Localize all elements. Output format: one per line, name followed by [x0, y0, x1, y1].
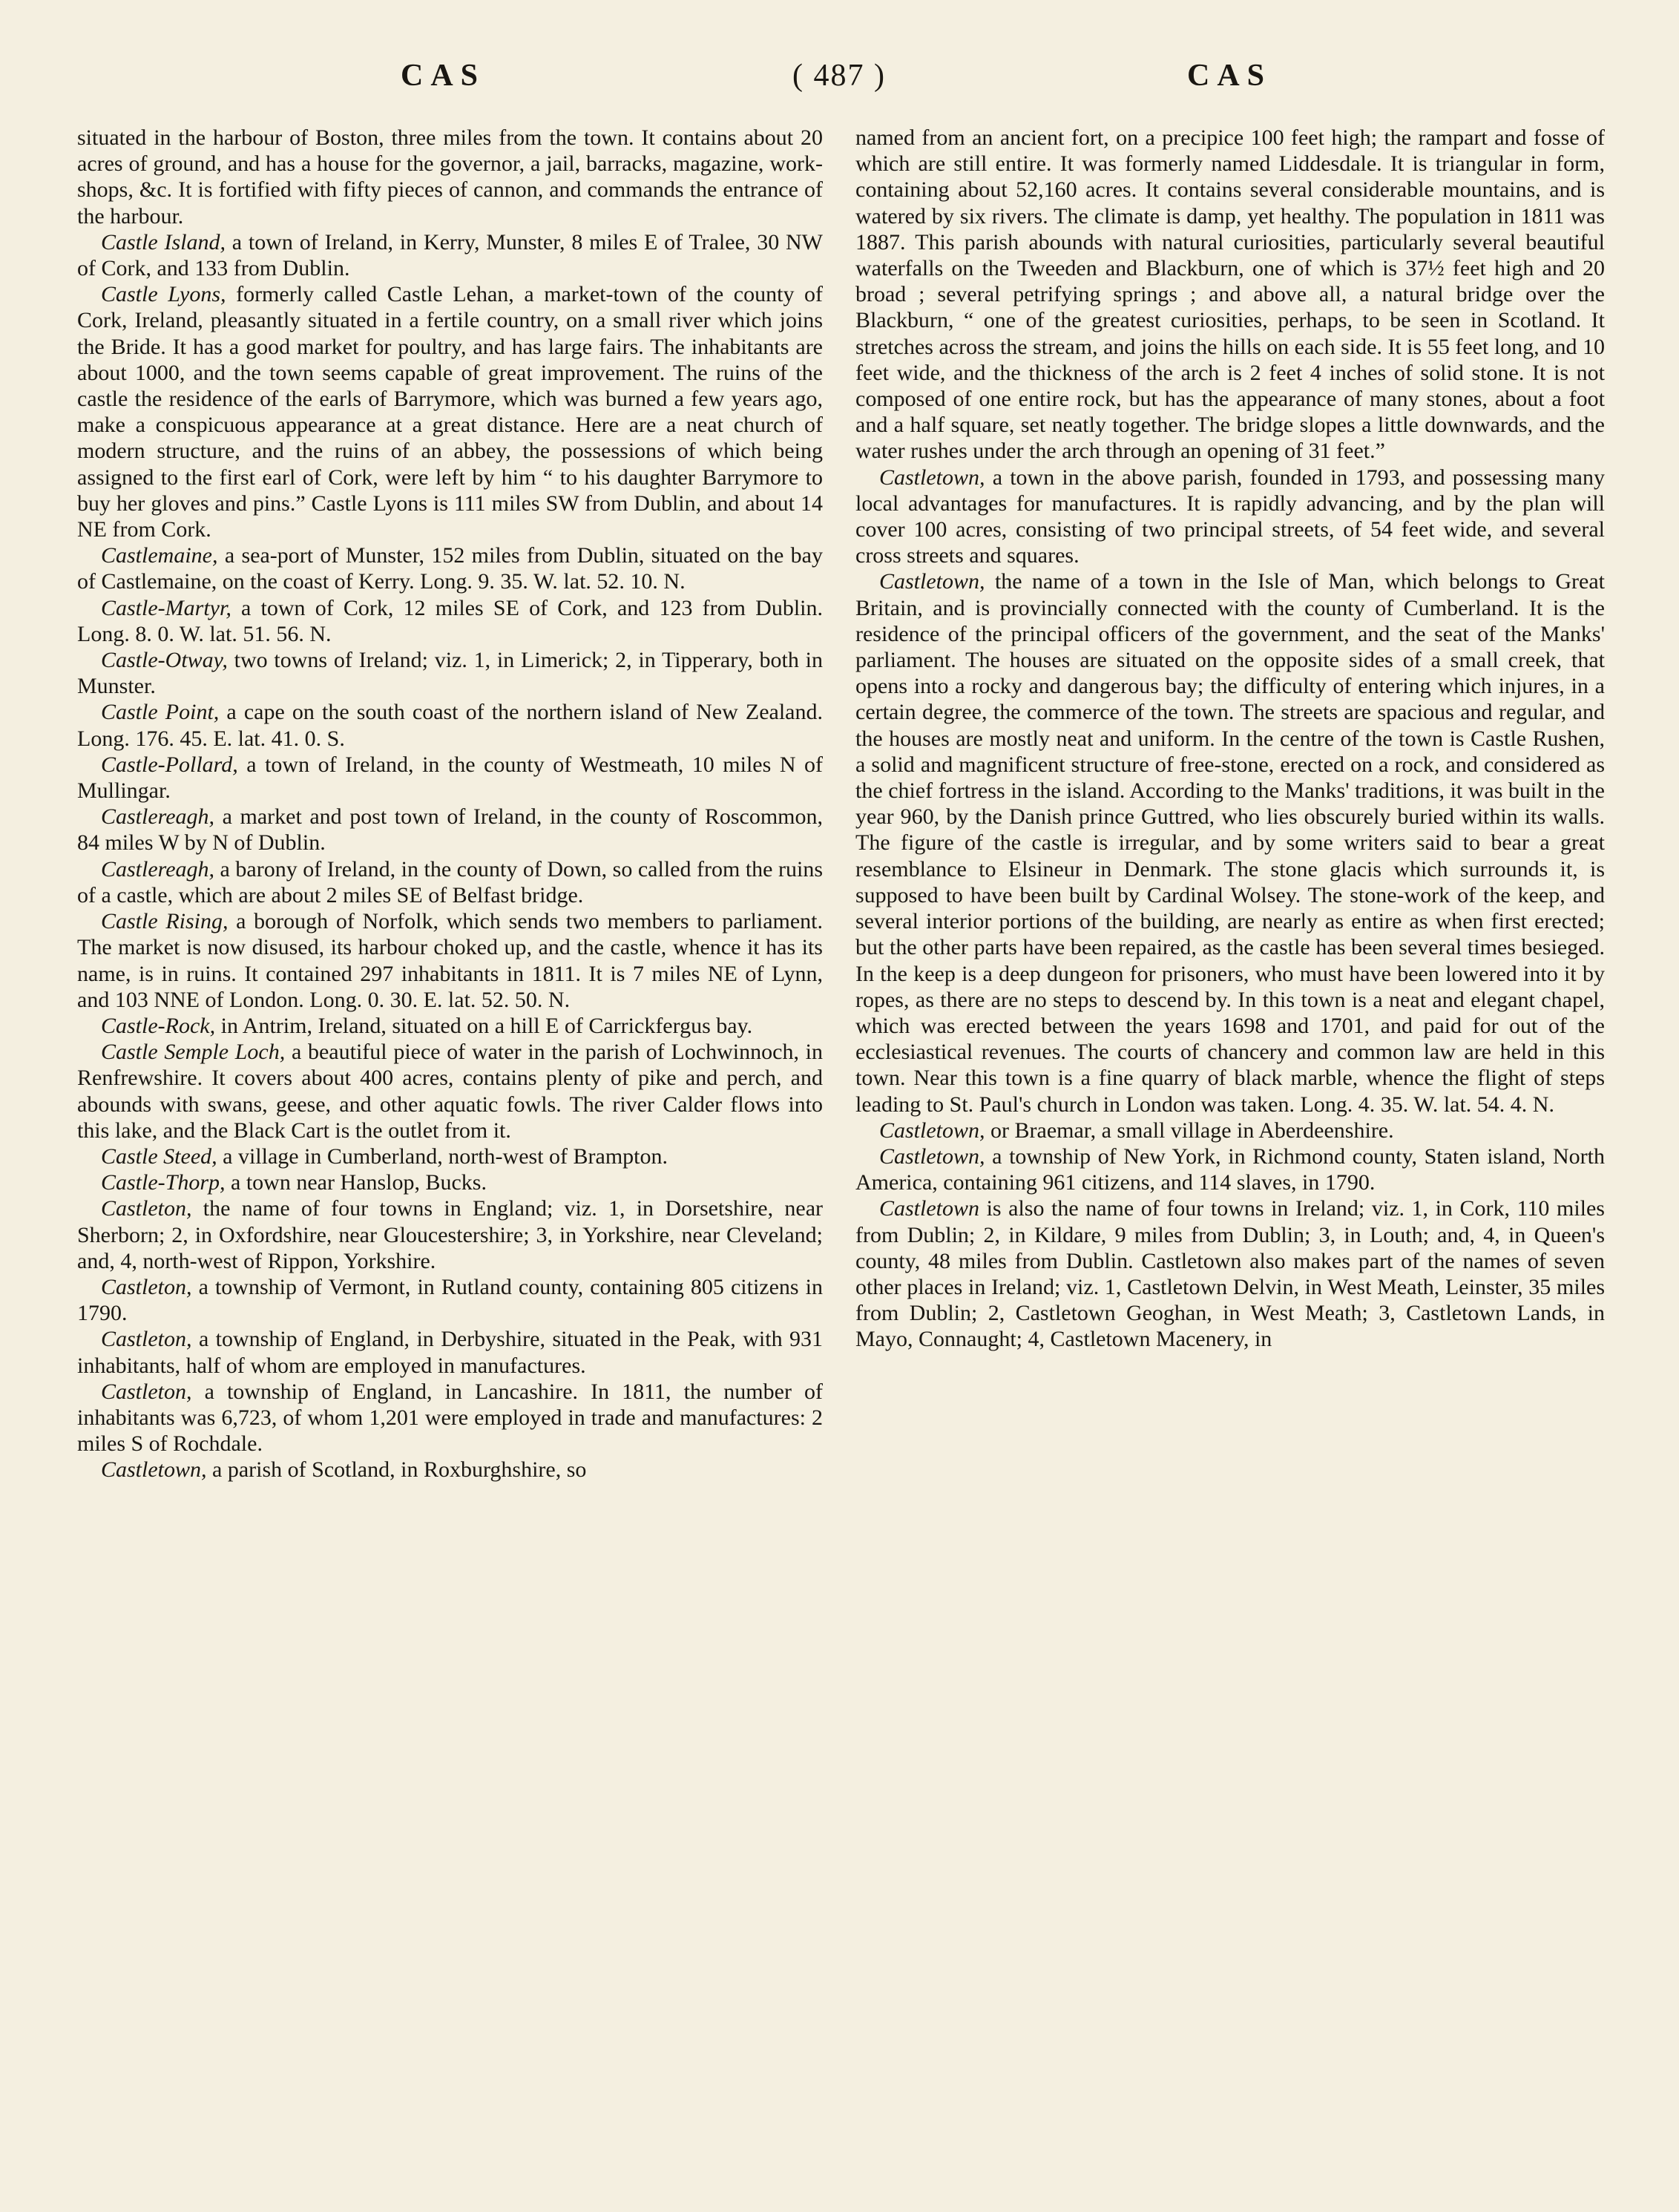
entry-title: Castleton,: [101, 1379, 192, 1404]
entry-title: Castleton,: [101, 1196, 192, 1221]
entry-text: a town of Cork, 12 miles SE of Cork, and 123 from Dublin. Long. 8. 0. W. lat. 51. 56. N.: [77, 595, 823, 646]
entry-title: Castle-Pollard,: [101, 752, 238, 777]
entry-paragraph: [77, 647, 823, 699]
entry-paragraph: [855, 465, 1605, 569]
entry-text: a township of Vermont, in Rutland county, containing 805 citizens in 1790.: [77, 1274, 823, 1326]
entry-title: Castletown,: [879, 1118, 985, 1143]
entry-paragraph: [77, 752, 823, 804]
entry-title: Castle Semple Loch,: [101, 1040, 286, 1065]
entry-text: a cape on the south coast of the northern island of New Zealand. Long. 176. 45. E. lat. 41. 0. S.: [77, 700, 823, 751]
entry-text: or Braemar, a small village in Aberdeenshire.: [985, 1118, 1394, 1143]
entry-paragraph: [855, 1118, 1605, 1143]
entry-title: Castle Point,: [101, 700, 220, 725]
entry-text: a borough of Norfolk, which sends two members to parliament. The market is now disused, its harbour choked up, and the castle, whence it has its name, is in ruins. It contained 297 inhabitants in 1811. It is 7 miles NE of Lynn, and 103 NNE of London. Long. 0. 30. E. lat. 52. 50. N.: [77, 909, 823, 1012]
entry-title: Castle Rising,: [101, 909, 229, 934]
entry-text: two towns of Ireland; viz. 1, in Limerick; 2, in Tipperary, both in Munster.: [77, 648, 823, 699]
entry-text: a market and post town of Ireland, in the county of Roscommon, 84 miles W by N of Dublin.: [77, 804, 823, 856]
entry-title: Castle-Thorp,: [101, 1170, 226, 1195]
entry-title: Castletown,: [879, 1143, 985, 1169]
entry-paragraph: [855, 125, 1605, 465]
entry-title: Castlemaine,: [101, 543, 218, 568]
entry-paragraph: [77, 1326, 823, 1378]
entry-paragraph: [77, 804, 823, 856]
entry-paragraph: [855, 1195, 1605, 1352]
entry-title: Castle-Martyr,: [101, 595, 231, 620]
entry-paragraph: [77, 908, 823, 1013]
entry-title: Castlereagh,: [101, 856, 215, 882]
entry-text: a town of Ireland, in Kerry, Munster, 8 miles E of Tralee, 30 NW of Cork, and 133 from Dublin.: [77, 229, 823, 281]
page-number: ( 487 ): [792, 59, 886, 93]
left-column: [77, 125, 823, 1483]
right-column: [855, 125, 1605, 1353]
entry-paragraph: [77, 1457, 823, 1483]
entry-paragraph: [77, 125, 823, 229]
entry-text: a town near Hanslop, Bucks.: [225, 1170, 487, 1195]
entry-text: a village in Cumberland, north-west of Brampton.: [217, 1143, 668, 1169]
entry-title: Castletown: [879, 1196, 980, 1221]
entry-title: Castletown,: [879, 569, 985, 594]
entry-text: a township of New York, in Richmond county, Staten island, North America, containing 961 citizens, and 114 slaves, in 1790.: [855, 1143, 1605, 1195]
entry-text: the name of a town in the Isle of Man, which belongs to Great Britain, and is provincially connected with the county of Cumberland. It is the residence of the principal officers of the government, and the seat of the Manks' parliament. The houses are situated on the opposite sides of a small creek, that opens into a rocky and dangerous bay; the difficulty of entering which injures, in a certain degree, the commerce of the town. The streets are spacious and regular, and the houses are mostly neat and uniform. In the centre of the town is Castle Rushen, a solid and magnificent structure of free-stone, erected on a rock, and considered as the chief fortress in the island. According to the Manks' traditions, it was built in the year 960, by the Danish prince Guttred, who lies obscurely buried within its walls. The figure of the castle is irregular, and by some writers said to bear a great resemblance to Elsineur in Denmark. The stone glacis which surrounds it, is supposed to have been built by Cardinal Wolsey. The stone-work of the keep, and several interior portions of the building, are nearly as entire as when first erected; but the other parts have been repaired, as the castle has been several times besieged. In the keep is a deep dungeon for prisoners, who must have been lowered into it by ropes, as there are no steps to descend by. In this town is a neat and elegant chapel, which was erected between the years 1698 and 1701, and paid for out of the ecclesiastical revenues. The courts of chancery and common law are held in this town. Near this town is a fine quarry of black marble, whence the flight of steps leading to St. Paul's church in London was taken. Long. 4. 35. W. lat. 54. 4. N.: [855, 569, 1605, 1117]
running-header: [0, 58, 1679, 102]
entry-paragraph: [77, 1039, 823, 1143]
entry-title: Castle Lyons,: [101, 282, 226, 307]
entry-text: is also the name of four towns in Ireland; viz. 1, in Cork, 110 miles from Dublin; 2, in Kildare, 9 miles from Dublin; 3, in Louth; and, 4, in Queen's county, 48 miles from Dublin. Castletown also makes part of the names of seven other places in Ireland; viz. 1, Castletown Delvin, in West Meath, Leinster, 35 miles from Dublin; 2, Castletown Geoghan, in West Meath; 3, Castletown Lands, in Mayo, Connaught; 4, Castletown Macenery, in: [855, 1196, 1605, 1352]
entry-title: Castle Steed,: [101, 1143, 217, 1169]
entry-title: Castletown,: [879, 465, 985, 490]
entry-text: formerly called Castle Lehan, a market-town of the county of Cork, Ireland, pleasantly situated in a fertile country, on a small river which joins the Bride. It has a good market for poultry, and has large fairs. The inhabitants are about 1000, and the town seems capable of great improvement. The ruins of the castle the residence of the earls of Barrymore, which was burned a few years ago, make a conspicuous appearance at a great distance. Here are a neat church of modern structure, and the ruins of an abbey, the possessions of which being assigned to the first earl of Cork, were left by him “ to his daughter Barrymore to buy her gloves and pins.” Castle Lyons is 111 miles SW from Dublin, and about 14 NE from Cork.: [77, 282, 823, 542]
header-right-catchword: CAS: [1187, 59, 1272, 93]
entry-paragraph: [77, 229, 823, 281]
entry-text: a township of England, in Lancashire. In 1811, the number of inhabitants was 6,723, of whom 1,201 were employed in trade and manufactures: 2 miles S of Rochdale.: [77, 1379, 823, 1457]
entry-title: Castletown,: [101, 1457, 207, 1483]
entry-title: Castle-Rock,: [101, 1013, 216, 1038]
entry-text: a township of England, in Derbyshire, situated in the Peak, with 931 inhabitants, half of whom are employed in manufactures.: [77, 1327, 823, 1378]
entry-title: Castlereagh,: [101, 804, 215, 830]
entry-text: the name of four towns in England; viz. 1, in Dorsetshire, near Sherborn; 2, in Oxfordshire, near Gloucestershire; 3, in Yorkshire, near Cleveland; and, 4, north-west of Rippon, Yorkshire.: [77, 1196, 823, 1273]
entry-paragraph: [77, 542, 823, 594]
entry-paragraph: [77, 699, 823, 751]
entry-paragraph: [77, 1169, 823, 1195]
entry-text: situated in the harbour of Boston, three miles from the town. It contains about 20 acres of ground, and has a house for the governor, a jail, barracks, magazine, work-shops, &c. It is fortified with fifty pieces of cannon, and commands the entrance of the harbour.: [77, 125, 823, 229]
entry-paragraph: [77, 281, 823, 542]
entry-text: a town in the above parish, founded in 1793, and possessing many local advantages for manufactures. It is rapidly advancing, and by the plan will cover 100 acres, consisting of two principal streets, of 54 feet wide, and several cross streets and squares.: [855, 465, 1605, 568]
entry-paragraph: [77, 1274, 823, 1326]
entry-title: Castle-Otway,: [101, 648, 228, 673]
entry-title: Castle Island,: [101, 229, 226, 255]
entry-text: a sea-port of Munster, 152 miles from Dublin, situated on the bay of Castlemaine, on the coast of Kerry. Long. 9. 35. W. lat. 52. 10. N.: [77, 543, 823, 594]
entry-paragraph: [855, 568, 1605, 1117]
entry-text: a beautiful piece of water in the parish of Lochwinnoch, in Renfrewshire. It covers about 400 acres, contains plenty of pike and perch, and abounds with swans, geese, and other aquatic fowls. The river Calder flows into this lake, and the Black Cart is the outlet from it.: [77, 1040, 823, 1143]
entry-text: a barony of Ireland, in the county of Down, so called from the ruins of a castle, which are about 2 miles SE of Belfast bridge.: [77, 856, 823, 908]
entry-title: Castleton,: [101, 1327, 192, 1352]
entry-paragraph: [77, 595, 823, 647]
header-left-catchword: CAS: [401, 59, 486, 93]
entry-paragraph: [77, 1379, 823, 1457]
entry-paragraph: [77, 856, 823, 908]
entry-title: Castleton,: [101, 1274, 192, 1299]
entry-paragraph: [77, 1143, 823, 1169]
entry-paragraph: [77, 1195, 823, 1274]
entry-text: named from an ancient fort, on a precipice 100 feet high; the rampart and fosse of which are still entire. It was formerly named Liddesdale. It is triangular in form, containing about 52,160 acres. It contains several considerable mountains, and is watered by six rivers. The climate is damp, yet healthy. The population in 1811 was 1887. This parish abounds with natural curiosities, particularly several beautiful waterfalls on the Tweeden and Blackburn, one of which is 37½ feet high and 20 broad ; several petrifying springs ; and above all, a natural bridge over the Blackburn, “ one of the greatest curiosities, perhaps, to be seen in Scotland. It stretches across the stream, and joins the hills on each side. It is 55 feet long, and 10 feet wide, and the thickness of the arch is 2 feet 4 inches of solid stone. It is not composed of one entire rock, but has the appearance of many stones, about a foot and a half square, set neatly together. The bridge slopes a little downwards, and the water rushes under the arch through an opening of 31 feet.”: [855, 125, 1605, 464]
entry-text: a parish of Scotland, in Roxburghshire, so: [206, 1457, 587, 1483]
entry-paragraph: [855, 1143, 1605, 1195]
entry-paragraph: [77, 1013, 823, 1039]
entry-text: in Antrim, Ireland, situated on a hill E of Carrickfergus bay.: [215, 1013, 753, 1038]
entry-text: a town of Ireland, in the county of Westmeath, 10 miles N of Mullingar.: [77, 752, 823, 804]
